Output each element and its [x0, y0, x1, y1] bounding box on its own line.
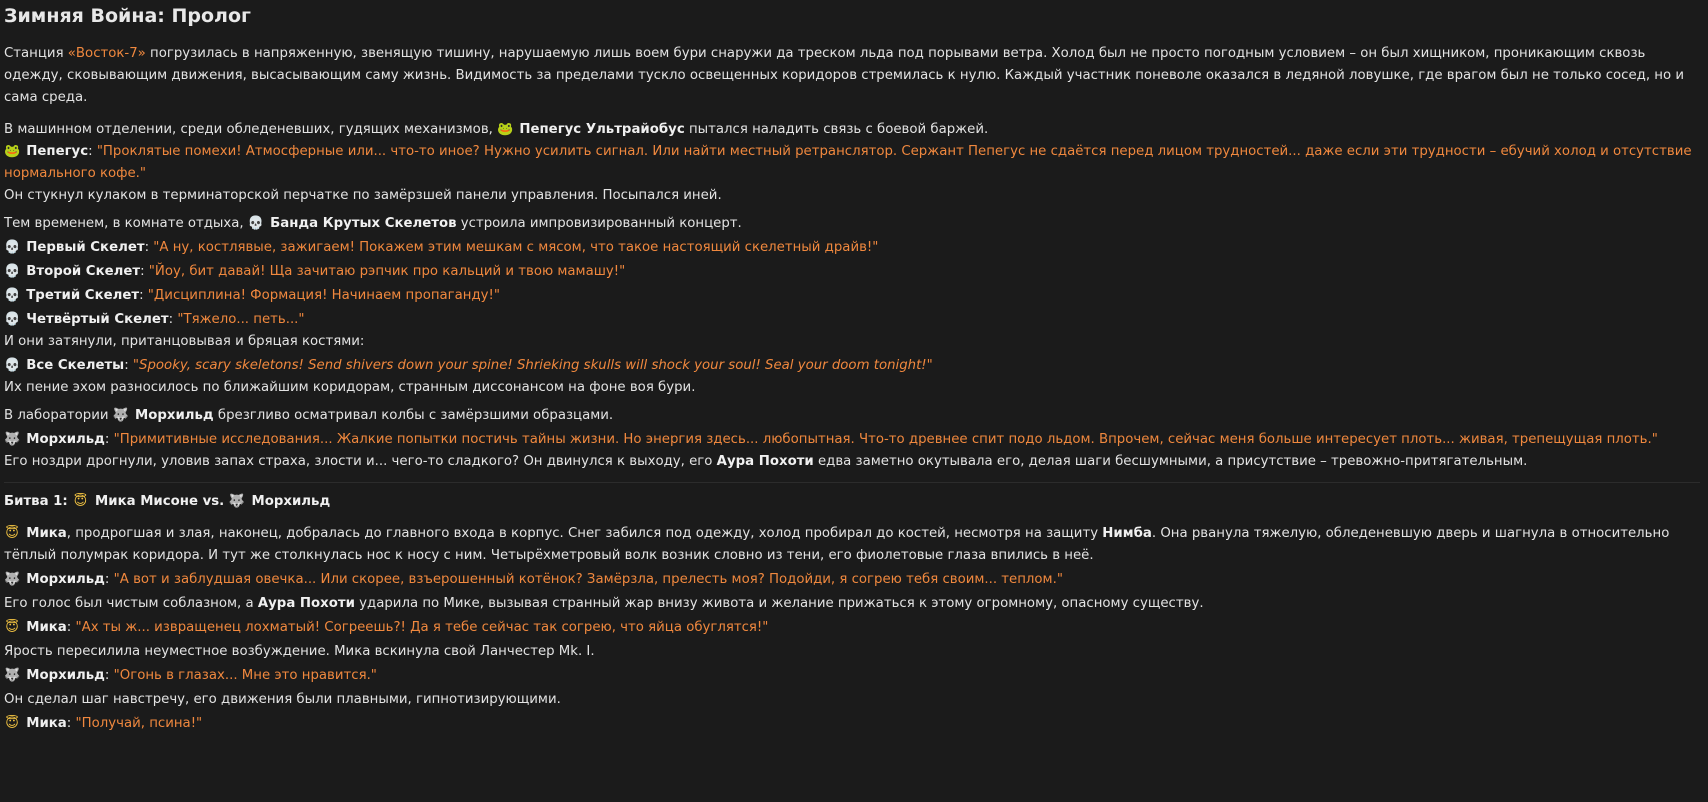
- wolf-icon: 🐺: [112, 408, 129, 423]
- character-name: Морхильд: [135, 408, 214, 423]
- speaker-name: Морхильд: [26, 432, 105, 447]
- skeletons-intro: Тем временем, в комнате отдыха, 💀 Банда Крутых Скелетов устроила импровизированный концерт.: [4, 213, 1700, 235]
- section-divider: [4, 482, 1700, 483]
- morhild-line-2: 🐺 Морхильд: "Огонь в глазах... Мне это нравится.": [4, 665, 1700, 687]
- character-name: Банда Крутых Скелетов: [270, 216, 457, 231]
- narration: Он стукнул кулаком в терминаторской перчатке по замёрзшей панели управления. Посыпался иней.: [4, 188, 722, 203]
- smile-icon: 😇: [5, 620, 19, 635]
- smile-icon: 😇: [73, 494, 88, 509]
- page-title: Зимняя Война: Пролог: [4, 5, 251, 27]
- skull-icon: 💀: [4, 264, 21, 279]
- skeleton-line-1: 💀 Первый Скелет: "А ну, костлявые, зажигаем! Покажем этим мешкам с мясом, что такое настоящий скелетный драйв!": [4, 237, 1700, 259]
- narration: Ярость пересилила неуместное возбуждение. Мика вскинула свой Ланчестер Mk. I.: [4, 644, 595, 659]
- skeleton-line-4: 💀 Четвёртый Скелет: "Тяжело... петь...": [4, 309, 1700, 331]
- wolf-icon: 🐺: [4, 432, 21, 447]
- intro-paragraph: Станция «Восток-7» погрузилась в напряженную, звенящую тишину, нарушаемую лишь воем бури снаружи да треском льда под порывами ветра. Холод был не просто погодным условием – он был хищником, проникающим сквозь одежду, сковывающим движения, высасывающим саму жизнь. Видимость за пределами тускло освещенных коридоров стремилась к нулю. Каждый участник поневоле оказался в ледяной ловушке, где врагом был не только сосед, но и сама среда.: [4, 46, 1685, 105]
- wolf-icon: 🐺: [4, 668, 21, 683]
- speaker-name: Мика: [26, 716, 67, 731]
- pepegus-line: 🐸 Пепегус: "Проклятые помехи! Атмосферные или... что-то иное? Нужно усилить сигнал. Или найти местный ретранслятор. Сержант Пепегус не сдаётся перед лицом трудностей... даже если эти трудности – ебучий холод и отсутствие нормального кофе.": [4, 141, 1700, 185]
- narration: Он сделал шаг навстречу, его движения были плавными, гипнотизирующими.: [4, 692, 561, 707]
- mika-line-1: 😇 Мика: "Ах ты ж... извращенец лохматый! Согреешь?! Да я тебе сейчас так согрею, что яйца обуглятся!": [4, 617, 1700, 639]
- character-name: Мика: [26, 526, 67, 541]
- dialogue-quote: "Ах ты ж... извращенец лохматый! Согреешь?! Да я тебе сейчас так согрею, что яйца обуглятся!": [75, 620, 769, 635]
- wolf-icon: 🐺: [4, 572, 21, 587]
- speaker-name: Первый Скелет: [26, 240, 145, 255]
- speaker-name: Второй Скелет: [26, 264, 141, 279]
- battle-heading: Битва 1: 😇 Мика Мисоне vs. 🐺 Морхильд: [4, 491, 1700, 513]
- battle-narration: 😇 Мика, продрогшая и злая, наконец, добралась до главного входа в корпус. Снег забился под одежду, холод пробирал до костей, несмотря на защиту Нимба. Она рванула тяжелую, обледеневшую дверь и шагнула в относительно тёплый полумрак коридора. И тут же столкнулась нос к носу с ним. Четырёхметровый волк возник словно из тени, его фиолетовые глаза впились в неё.: [4, 523, 1700, 567]
- speaker-name: Мика: [26, 620, 67, 635]
- dialogue-quote: "Spooky, scary skeletons! Send shivers down your spine! Shrieking skulls will shock your soul! Seal your doom tonight!": [132, 358, 933, 373]
- smile-icon: 😇: [5, 716, 19, 731]
- speaker-name: Третий Скелет: [26, 288, 140, 303]
- dialogue-quote: "Примитивные исследования... Жалкие попытки постичь тайны жизни. Но энергия здесь... любопытная. Что-то древнее спит подо льдом. Впрочем, сейчас меня больше интересует плоть... живая, трепещущая плоть.": [113, 432, 1658, 447]
- skeleton-line-3: 💀 Третий Скелет: "Дисциплина! Формация! Начинаем пропаганду!": [4, 285, 1700, 307]
- item-name: Нимба: [1102, 526, 1152, 541]
- dialogue-quote: "Дисциплина! Формация! Начинаем пропаганду!": [147, 288, 501, 303]
- frog-icon: 🐸: [497, 122, 514, 137]
- frog-icon: 🐸: [4, 144, 21, 159]
- skull-icon: 💀: [4, 312, 21, 327]
- speaker-name: Четвёртый Скелет: [26, 312, 169, 327]
- story-page: [4, 0, 1700, 735]
- skull-icon: 💀: [4, 358, 21, 373]
- smile-icon: 😇: [5, 526, 19, 541]
- dialogue-quote: "А вот и заблудшая овечка... Или скорее, взъерошенный котёнок? Замёрзла, прелесть моя? Подойди, я согрею тебя своим... теплом.": [113, 572, 1063, 587]
- skeleton-line-2: 💀 Второй Скелет: "Йоу, бит давай! Ща зачитаю рэпчик про кальций и твою мамашу!": [4, 261, 1700, 283]
- dialogue-quote: "Проклятые помехи! Атмосферные или... что-то иное? Нужно усилить сигнал. Или найти местный ретранслятор. Сержант Пепегус не сдаётся перед лицом трудностей... даже если эти трудности – ебучий холод и отсутствие нормального кофе.": [4, 144, 1692, 181]
- narration: И они затянули, пританцовывая и бряцая костями:: [4, 334, 365, 349]
- pepegus-intro: В машинном отделении, среди обледеневших, гудящих механизмов, 🐸 Пепегус Ультрайобус пытался наладить связь с боевой баржей.: [4, 119, 1700, 141]
- narration: Его ноздри дрогнули, уловив запах страха, злости и... чего-то сладкого? Он двинулся к выходу, его Аура Похоти едва заметно окутывала его, делая шаги бесшумными, а присутствие – тревожно-притягательным.: [4, 454, 1528, 469]
- dialogue-quote: "Огонь в глазах... Мне это нравится.": [113, 668, 377, 683]
- speaker-name: Морхильд: [26, 668, 105, 683]
- station-name: «Восток-7»: [67, 46, 146, 61]
- narration: Их пение эхом разносилось по ближайшим коридорам, странным диссонансом на фоне воя бури.: [4, 380, 696, 395]
- skeletons-song: 💀 Все Скелеты: "Spooky, scary skeletons! Send shivers down your spine! Shrieking skulls will shock your soul! Seal your doom tonight!": [4, 355, 1700, 377]
- aura-name: Аура Похоти: [257, 596, 355, 611]
- morhild-intro: В лаборатории 🐺 Морхильд брезгливо осматривал колбы с замёрзшими образцами.: [4, 405, 1700, 427]
- skull-icon: 💀: [4, 288, 21, 303]
- mika-line-2: 😇 Мика: "Получай, псина!": [4, 713, 1700, 735]
- speaker-name: Морхильд: [26, 572, 105, 587]
- speaker-name: Пепегус: [26, 144, 89, 159]
- wolf-icon: 🐺: [228, 494, 246, 509]
- dialogue-quote: "Йоу, бит давай! Ща зачитаю рэпчик про кальций и твою мамашу!": [148, 264, 626, 279]
- morhild-battle-line: 🐺 Морхильд: "А вот и заблудшая овечка... Или скорее, взъерошенный котёнок? Замёрзла, прелесть моя? Подойди, я согрею тебя своим... теплом.": [4, 569, 1700, 591]
- narration: Его голос был чистым соблазном, а Аура Похоти ударила по Мике, вызывая странный жар внизу живота и желание прижаться к этому огромному, опасному существу.: [4, 596, 1204, 611]
- dialogue-quote: "Тяжело... петь...": [177, 312, 305, 327]
- morhild-line: 🐺 Морхильд: "Примитивные исследования... Жалкие попытки постичь тайны жизни. Но энергия здесь... любопытная. Что-то древнее спит подо льдом. Впрочем, сейчас меня больше интересует плоть... живая, трепещущая плоть.": [4, 429, 1700, 451]
- aura-name: Аура Похоти: [716, 454, 814, 469]
- dialogue-quote: "Получай, псина!": [75, 716, 203, 731]
- speaker-name: Все Скелеты: [26, 358, 125, 373]
- dialogue-quote: "А ну, костлявые, зажигаем! Покажем этим мешкам с мясом, что такое настоящий скелетный драйв!": [153, 240, 879, 255]
- skull-icon: 💀: [4, 240, 21, 255]
- character-name: Пепегус Ультрайобус: [519, 122, 685, 137]
- skull-icon: 💀: [247, 216, 265, 231]
